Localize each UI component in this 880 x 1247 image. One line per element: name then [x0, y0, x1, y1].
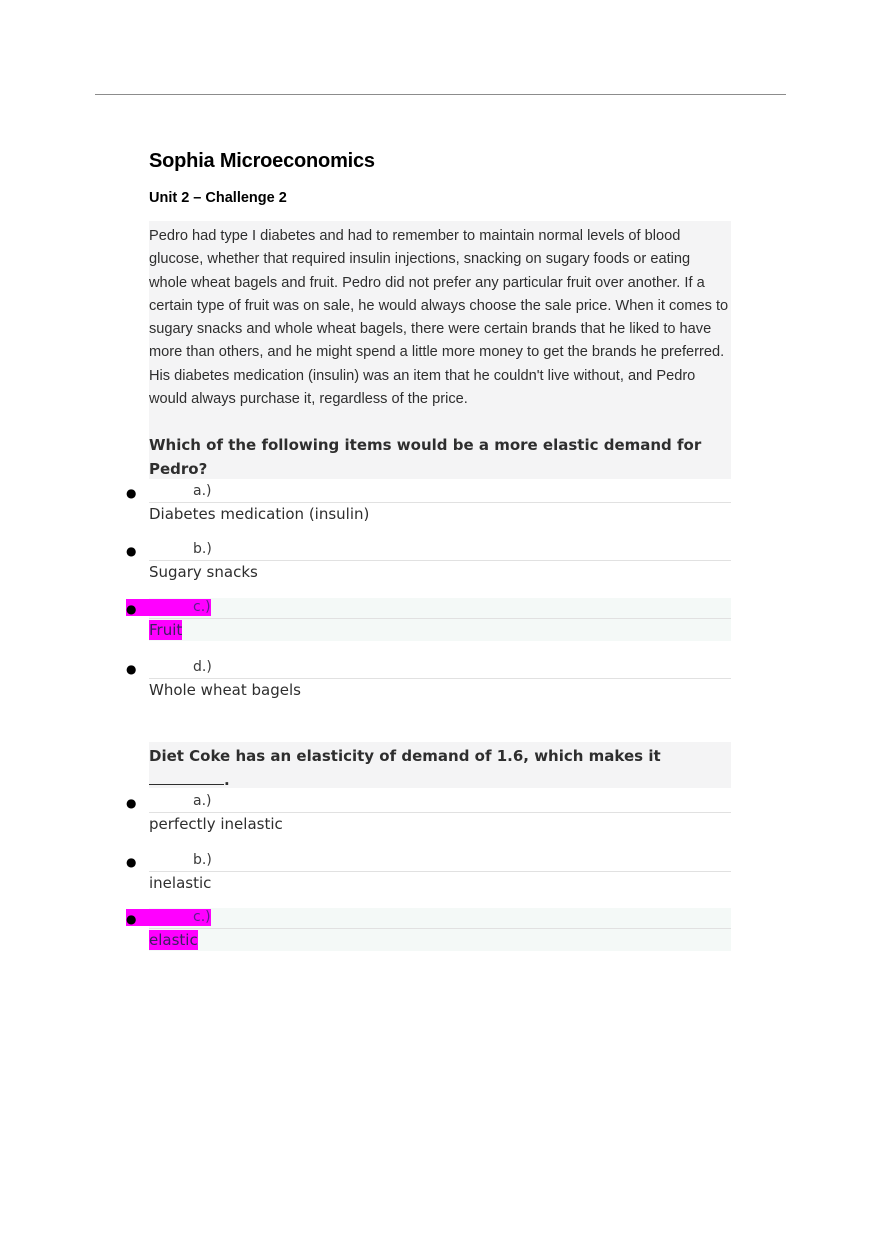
option-letter: a.) [193, 483, 212, 499]
option-divider [149, 502, 731, 503]
option-text: inelastic [149, 874, 212, 892]
bullet-icon: ● [126, 544, 137, 558]
option-divider [149, 618, 731, 619]
option-divider [149, 560, 731, 561]
question2-prompt-text: Diet Coke has an elasticity of demand of 1.6, which makes it [149, 747, 661, 765]
option-letter: c.) [193, 599, 211, 615]
q1-option-d[interactable] [126, 658, 731, 706]
option-selected-background [149, 598, 731, 641]
q1-option-b[interactable] [126, 540, 731, 588]
document-title: Sophia Microeconomics [149, 150, 375, 172]
bullet-icon: ● [126, 855, 137, 869]
option-selected-background [149, 908, 731, 951]
option-text: Sugary snacks [149, 563, 258, 581]
bullet-icon: ● [126, 486, 137, 500]
document-subtitle: Unit 2 – Challenge 2 [149, 190, 287, 206]
bullet-icon: ● [126, 662, 137, 676]
question2-prompt [149, 744, 719, 792]
q2-option-c[interactable] [126, 908, 731, 956]
bullet-icon: ● [126, 796, 137, 810]
bullet-icon: ● [126, 602, 137, 616]
header-rule [95, 94, 786, 95]
option-divider [149, 678, 731, 679]
question1-prompt: Which of the following items would be a more elastic demand for Pedro? [149, 436, 702, 478]
option-letter: b.) [193, 541, 212, 557]
q1-option-a[interactable] [126, 482, 731, 530]
option-text: elastic [149, 931, 198, 949]
option-letter: b.) [193, 852, 212, 868]
bullet-icon: ● [126, 912, 137, 926]
option-letter: d.) [193, 659, 212, 675]
q1-option-c[interactable] [126, 598, 731, 646]
option-text: perfectly inelastic [149, 815, 283, 833]
question1-passage: Pedro had type I diabetes and had to remember to maintain normal levels of blood glucose, whether that required insulin injections, snacking on sugary foods or eating whole wheat bagels and fruit. Pedro did not prefer any particular fruit over another. If a certain type of fruit was on sale, he would always choose the sale price. When it comes to sugary snacks and whole wheat bagels, there were certain brands that he liked to have more than others, and he might spend a little more money to get the brands he preferred. His diabetes medication (insulin) was an item that he couldn't live without, and Pedro would always purchase it, regardless of the price. [149, 228, 729, 408]
option-text: Diabetes medication (insulin) [149, 505, 370, 523]
question2-prompt-end: . [224, 771, 230, 789]
option-letter: a.) [193, 793, 212, 809]
option-divider [149, 812, 731, 813]
q2-option-b[interactable] [126, 851, 731, 899]
option-text: Whole wheat bagels [149, 681, 301, 699]
q2-option-a[interactable] [126, 792, 731, 840]
option-text: Fruit [149, 621, 183, 639]
option-divider [149, 928, 731, 929]
answer-blank [149, 768, 224, 785]
option-letter: c.) [193, 909, 211, 925]
option-divider [149, 871, 731, 872]
